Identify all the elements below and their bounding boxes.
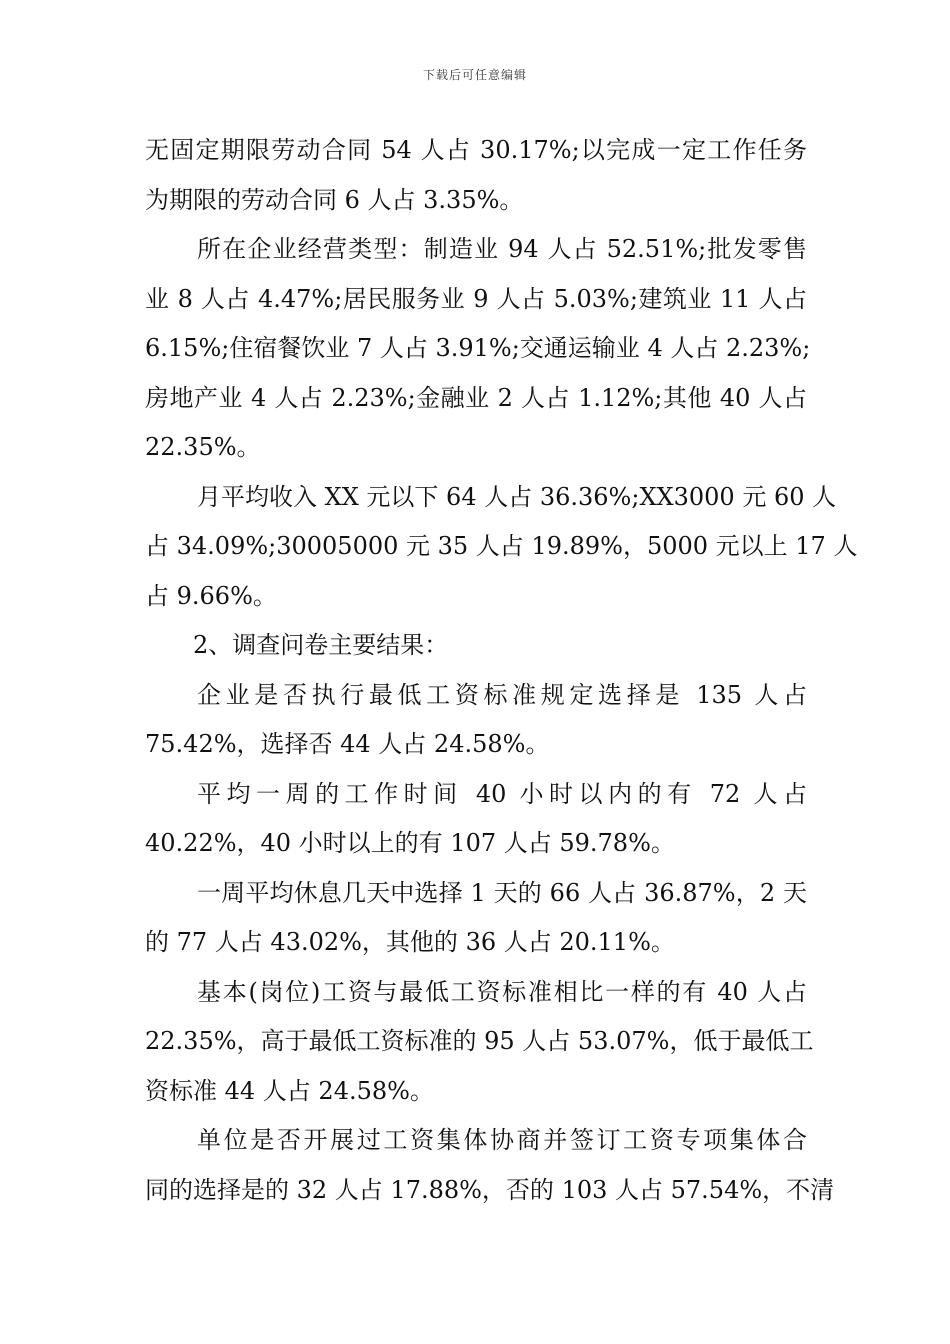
paragraph-line: 业 8 人占 4.47%;居民服务业 9 人占 5.03%;建筑业 11 人占 xyxy=(145,284,807,313)
paragraph-line: 基本(岗位)工资与最低工资标准相比一样的有 40 人占 xyxy=(197,977,807,1006)
paragraph-line: 22.35%，高于最低工资标准的 95 人占 53.07%，低于最低工 xyxy=(145,1027,814,1055)
paragraph-line: 75.42%，选择否 44 人占 24.58%。 xyxy=(145,730,550,758)
paragraph-line: 无固定期限劳动合同 54 人占 30.17%;以完成一定工作任务 xyxy=(145,136,807,164)
paragraph-line: 的 77 人占 43.02%，其他的 36 人占 20.11%。 xyxy=(145,928,675,956)
section-heading: 2、调查问卷主要结果： xyxy=(193,631,449,659)
paragraph-line: 平均一周的工作时间 40 小时以内的有 72 人占 xyxy=(197,779,807,808)
paragraph-line: 22.35%。 xyxy=(145,433,261,461)
paragraph-line: 一周平均休息几天中选择 1 天的 66 人占 36.87%，2 天 xyxy=(197,878,807,907)
paragraph-line: 所在企业经营类型：制造业 94 人占 52.51%;批发零售 xyxy=(197,235,807,263)
paragraph-line: 占 9.66%。 xyxy=(145,581,277,610)
paragraph-line: 企业是否执行最低工资标准规定选择是 135 人占 xyxy=(197,680,807,709)
document-body xyxy=(145,126,858,1215)
paragraph-line: 同的选择是的 32 人占 17.88%，否的 103 人占 57.54%，不清 xyxy=(145,1175,835,1204)
paragraph-line: 月平均收入 XX 元以下 64 人占 36.36%;XX3000 元 60 人 xyxy=(197,482,837,511)
paragraph-line: 单位是否开展过工资集体协商并签订工资专项集体合 xyxy=(197,1126,807,1154)
paragraph-line: 为期限的劳动合同 6 人占 3.35%。 xyxy=(145,185,524,214)
header-note: 下载后可任意编辑 xyxy=(422,68,527,82)
paragraph-line: 占 34.09%;30005000 元 35 人占 19.89%，5000 元以上 17 人 xyxy=(145,532,858,560)
paragraph-line: 6.15%;住宿餐饮业 7 人占 3.91%;交通运输业 4 人占 2.23%; xyxy=(145,334,811,362)
paragraph-line: 40.22%，40 小时以上的有 107 人占 59.78%。 xyxy=(145,829,675,857)
paragraph-line: 房地产业 4 人占 2.23%;金融业 2 人占 1.12%;其他 40 人占 xyxy=(145,383,807,412)
paragraph-line: 资标准 44 人占 24.58%。 xyxy=(145,1076,434,1105)
